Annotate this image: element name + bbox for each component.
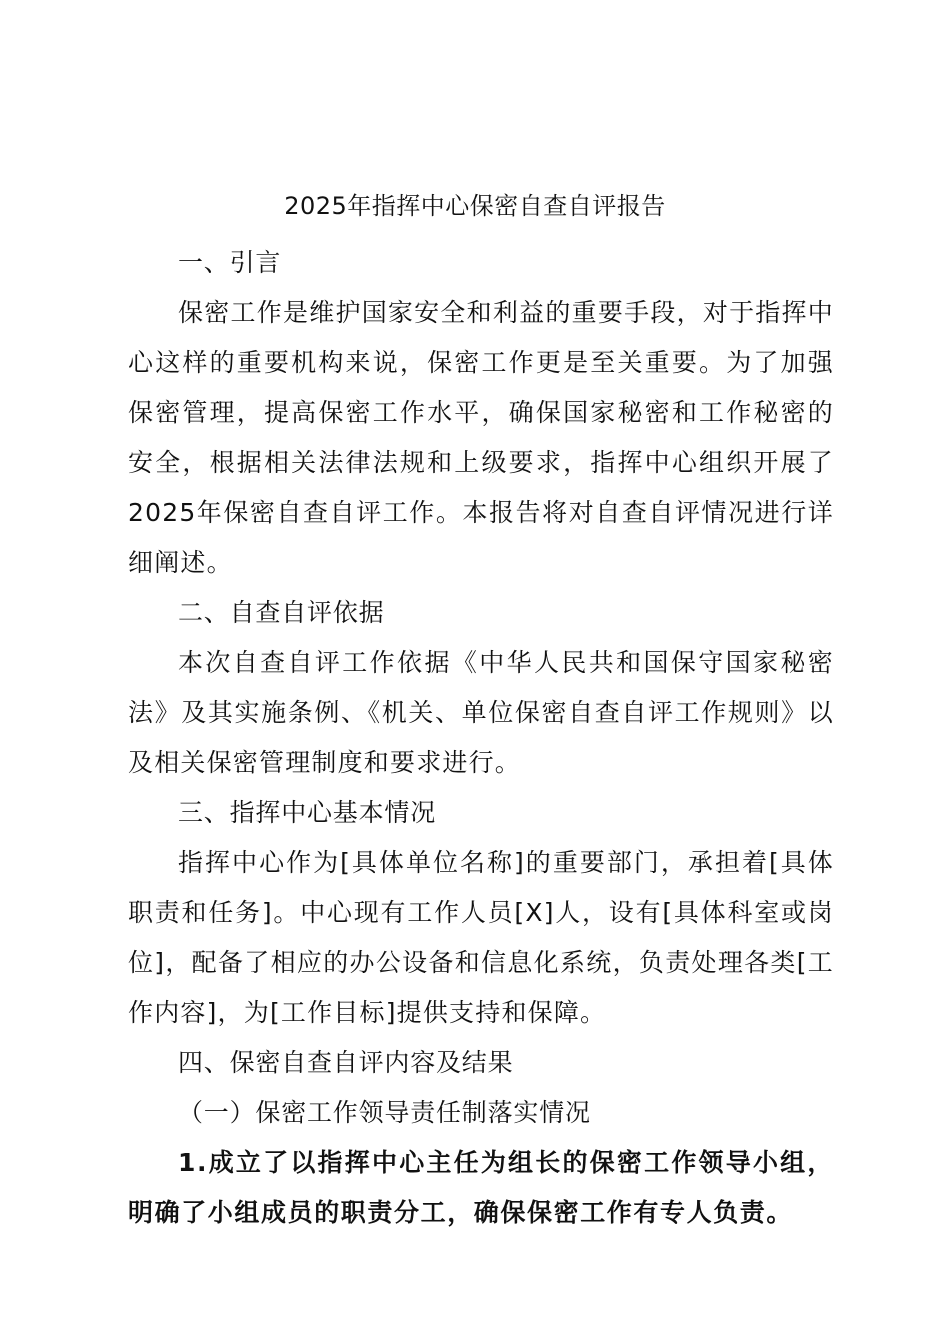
section-heading-introduction: 一、引言 (178, 248, 282, 277)
introduction-paragraph: 保密工作是维护国家安全和利益的重要手段，对于指挥中心这样的重要机构来说，保密工作更是至关重要。为了加强保密管理，提高保密工作水平，确保国家秘密和工作秘密的安全，根据相关法律法规和上级要求，指挥中心组织开展了2025年保密自查自评工作。本报告将对自查自评情况进行详细阐述。 (128, 298, 834, 577)
section-heading-basis: 二、自查自评依据 (178, 598, 385, 627)
subsection-heading-leadership: （一）保密工作领导责任制落实情况 (178, 1098, 591, 1127)
section-heading-center-overview: 三、指挥中心基本情况 (178, 798, 437, 827)
basis-paragraph: 本次自查自评工作依据《中华人民共和国保守国家秘密法》及其实施条例、《机关、单位保密自查自评工作规则》以及相关保密管理制度和要求进行。 (128, 648, 834, 777)
section-heading-review-content: 四、保密自查自评内容及结果 (178, 1048, 514, 1077)
document-title: 2025年指挥中心保密自查自评报告 (284, 192, 666, 220)
center-overview-paragraph: 指挥中心作为[具体单位名称]的重要部门，承担着[具体职责和任务]。中心现有工作人员[X]人，设有[具体科室或岗位]，配备了相应的办公设备和信息化系统，负责处理各类[工作内容]，为[工作目标]提供支持和保障。 (128, 848, 834, 1027)
leadership-item-1: 1.成立了以指挥中心主任为组长的保密工作领导小组，明确了小组成员的职责分工，确保保密工作有专人负责。 (128, 1148, 834, 1227)
document-body (128, 238, 834, 1238)
